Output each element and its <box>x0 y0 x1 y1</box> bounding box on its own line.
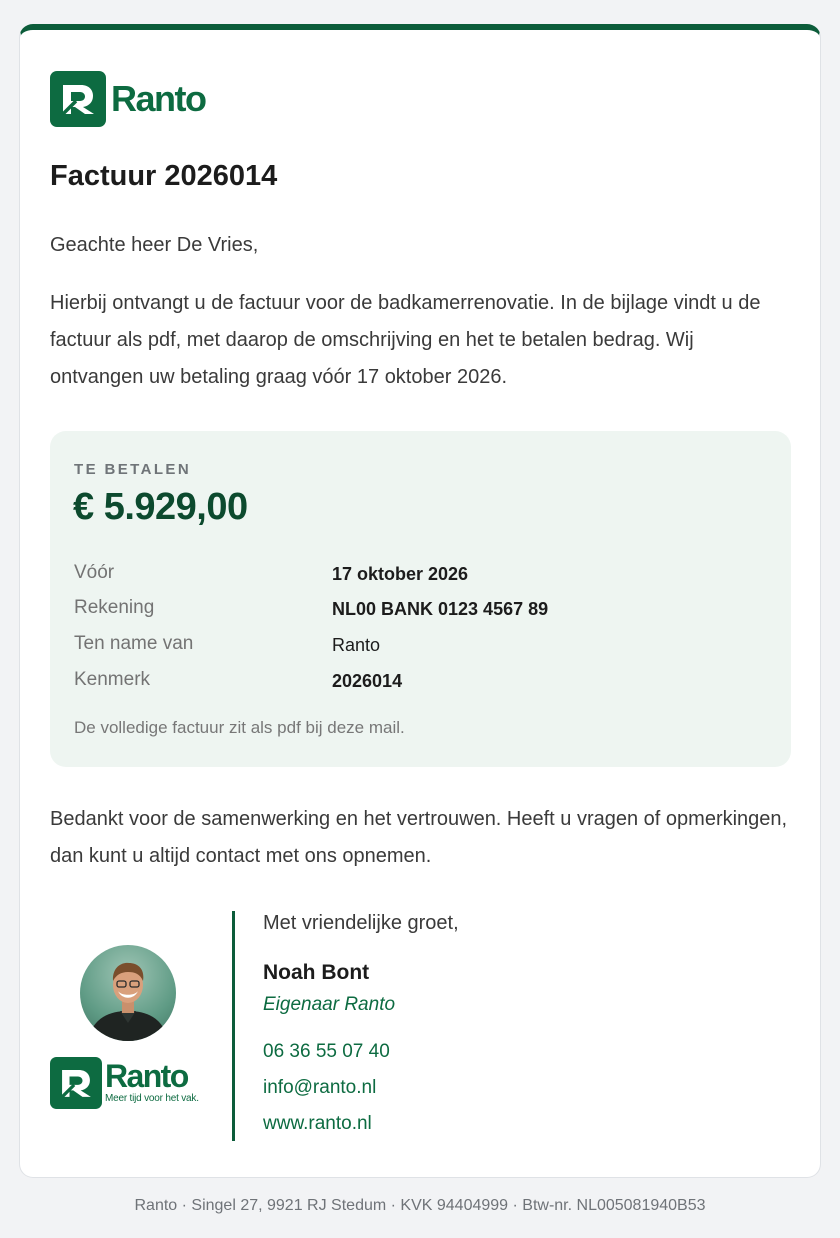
signature-left <box>50 910 210 1142</box>
payment-row-value: 2026014 <box>332 671 403 691</box>
payment-row-due-date <box>74 562 764 588</box>
phone-link[interactable]: 06 36 55 07 40 <box>263 1041 390 1062</box>
greeting: Geachte heer De Vries, <box>50 234 259 256</box>
closing-text: Met vriendelijke groet, <box>263 912 459 934</box>
payment-row-account <box>74 597 764 623</box>
payment-amount: € 5.929,00 <box>73 486 248 528</box>
website-link[interactable]: www.ranto.nl <box>263 1113 372 1134</box>
invoice-title: Factuur 2026014 <box>50 160 278 192</box>
ranto-logo-mark-icon <box>50 71 106 127</box>
payment-note: De volledige factuur zit als pdf bij deze mail. <box>74 718 405 737</box>
person-photo-icon <box>80 945 176 1041</box>
payment-row-value: NL00 BANK 0123 4567 89 <box>332 599 549 619</box>
payment-row-value: 17 oktober 2026 <box>332 564 469 584</box>
brand-slogan: Meer tijd voor het vak. <box>105 1093 199 1104</box>
payment-label: TE BETALEN <box>74 461 192 478</box>
payment-row-account-holder <box>74 633 764 659</box>
payment-row-label: Kenmerk <box>74 669 151 690</box>
payment-row-label: Ten name van <box>74 633 194 654</box>
avatar <box>80 945 176 1041</box>
payment-row-value: Ranto <box>332 635 381 655</box>
payment-row-label: Rekening <box>74 597 155 618</box>
thanks-paragraph: Bedankt voor de samenwerking en het vertrouwen. Heeft u vragen of opmerkingen, dan kunt u altijd contact met ons opnemen. <box>50 808 788 867</box>
signature-logo-wordmark: Ranto <box>105 1058 188 1094</box>
ranto-logo <box>50 71 206 127</box>
payment-row-reference <box>74 669 764 695</box>
signer-role: Eigenaar Ranto <box>263 994 396 1015</box>
signature-ranto-logo <box>50 1057 199 1109</box>
signer-name: Noah Bont <box>263 961 370 984</box>
payment-box <box>50 431 791 767</box>
email-link[interactable]: info@ranto.nl <box>263 1077 377 1098</box>
email-card <box>19 24 821 1178</box>
intro-paragraph: Hierbij ontvangt u de factuur voor de badkamerrenovatie. In de bijlage vindt u de factuur als pdf, met daarop de omschrijving en het te betalen bedrag. Wij ontvangen uw betaling graag vóór 17 oktober 2026. <box>50 292 761 388</box>
signature-divider <box>232 911 235 1141</box>
logo-wordmark: Ranto <box>111 78 206 119</box>
payment-row-label: Vóór <box>74 562 115 583</box>
footer-company-info: Ranto · Singel 27, 9921 RJ Stedum · KVK 94404999 · Btw-nr. NL005081940B53 <box>134 1197 706 1214</box>
ranto-logo-mark-icon <box>50 1057 102 1109</box>
